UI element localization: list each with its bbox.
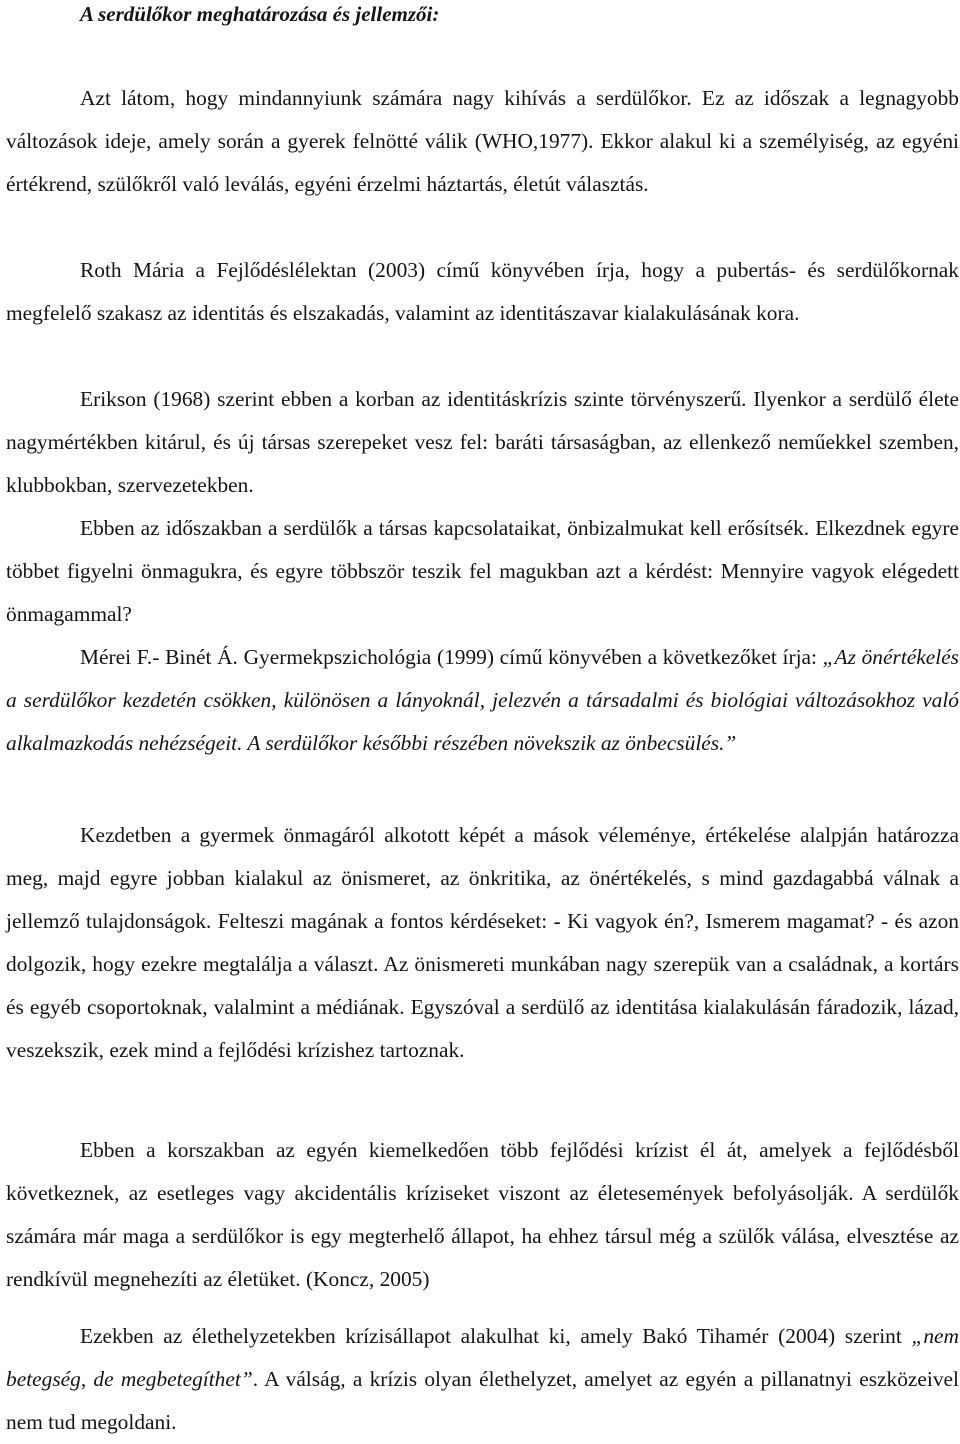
paragraph-intro: Azt látom, hogy mindannyiunk számára nagy kihívás a serdülőkor. Ez az időszak a legnagyobb változások ideje, amely során a gyerek felnötté válik (WHO,1977). Ekkor alakul ki a személyiség, az egyéni értékrend, szülőkről való leválás, egyéni érzelmi háztartás, életút választás. [6, 86, 959, 196]
merei-quote: „Az önértékelés a serdülőkor kezdetén csökken, különösen a lányoknál, jelezvén a társadalmi és biológiai változásokhoz való alkalmazkodás nehézségeit. A serdülőkor későbbi részében növekszik az önbecsülés.” [6, 645, 959, 755]
paragraph-crisis: Ebben a korszakban az egyén kiemelkedően több fejlődési krízist él át, amelyek a fejlődésből következnek, az esetleges vagy akcidentális kríziseket viszont az életesemények befolyásolják. A serdülők számára már maga a serdülőkor is egy megterhelő állapot, ha ehhez társul még a szülők válása, elvesztése az rendkívül megnehezíti az életüket. (Koncz, 2005) [6, 1138, 959, 1291]
paragraph-merei-binet [6, 636, 959, 765]
paragraph-roth: Roth Mária a Fejlődéslélektan (2003) című könyvében írja, hogy a pubertás- és serdülőkornak megfelelő szakasz az identitás és elszakadás, valamint az identitászavar kialakulásának kora. [6, 258, 959, 325]
paragraph-erikson: Erikson (1968) szerint ebben a korban az identitáskrízis szinte törvényszerű. Ilyenkor a serdülő élete nagymértékben kitárul, és új társas szerepeket vesz fel: baráti társaságban, az ellenkező neműekkel szemben, klubbokban, szervezetekben. [6, 387, 959, 497]
section-heading: A serdülőkor meghatározása és jellemzői: [80, 2, 440, 26]
bako-tail-text: . A válság, a krízis olyan élethelyzet, amelyet az egyén a pillanatnyi eszközeivel nem tud megoldani. [6, 1367, 959, 1434]
paragraph-self-image: Kezdetben a gyermek önmagáról alkotott képét a mások véleménye, értékelése alalpján határozza meg, majd egyre jobban kialakul az önismeret, az önkritika, az önértékelés, s mind gazdagabbá válnak a jellemző tulajdonságok. Felteszi magának a fontos kérdéseket: - Ki vagyok én?, Ismerem magamat? - és azon dolgozik, hogy ezekre megtalálja a választ. Az önismereti munkában nagy szerepük van a családnak, a kortárs és egyéb csoportoknak, valalmint a médiának. Egyszóval a serdülő az identitása kialakulásán fáradozik, lázad, veszekszik, ezek mind a fejlődési krízishez tartoznak. [6, 823, 959, 1062]
paragraph-bako [6, 1315, 959, 1444]
bako-lead-text: Ezekben az élethelyzetekben krízisállapot alakulhat ki, amely Bakó Tihamér (2004) szerint [80, 1324, 912, 1348]
merei-lead-text: Mérei F.- Binét Á. Gyermekpszichológia (1999) című könyvében a következőket írja: [80, 645, 823, 669]
paragraph-self-confidence: Ebben az időszakban a serdülők a társas kapcsolataikat, önbizalmukat kell erősítsék. Elkezdnek egyre többet figyelni önmagukra, és egyre többször teszik fel magukban azt a kérdést: Mennyire vagyok elégedett önmagammal? [6, 516, 959, 626]
bako-quote: „nem betegség, de megbetegíthet” [6, 1324, 959, 1391]
